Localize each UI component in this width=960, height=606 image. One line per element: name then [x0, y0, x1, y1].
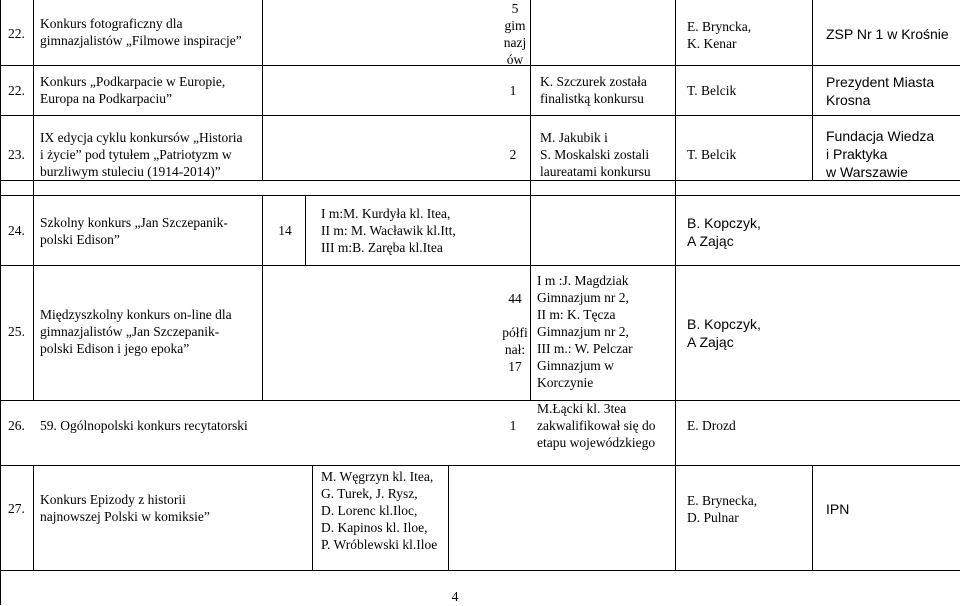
teacher: E. Bryncka, K. Kenar [687, 19, 752, 51]
participant-count: 1 [509, 418, 517, 433]
column-divider [262, 195, 263, 400]
result: I m :J. Magdziak Gimnazjum nr 2, II m: K. Tęcza Gimnazjum nr 2, III m.: W. Pelczar Gimnazjum w Korczynie [537, 273, 633, 390]
column-divider [262, 0, 263, 180]
column-divider [33, 0, 34, 400]
row-number: 22. [8, 83, 25, 98]
competition-name: Konkurs fotograficzny dla gimnazjalistów „Filmowe inspiracje” [40, 16, 242, 48]
row-number: 25. [8, 324, 25, 339]
result: M. Jakubik i S. Moskalski zostali laureatami konkursu [540, 130, 651, 179]
row-divider [0, 570, 960, 571]
page-number: 4 [451, 590, 459, 605]
teacher: B. Kopczyk, A Zając [687, 316, 761, 350]
teacher: T. Belcik [687, 147, 737, 162]
participant-count: 5 gim nazj ów [503, 1, 527, 67]
teacher: T. Belcik [687, 83, 737, 98]
result: K. Szczurek została finalistką konkursu [540, 74, 647, 106]
column-divider [305, 195, 306, 265]
row-divider [0, 265, 960, 266]
competition-name: Szkolny konkurs „Jan Szczepanik- polski Edison” [40, 215, 228, 247]
row-divider [0, 465, 960, 466]
teacher: B. Kopczyk, A Zając [687, 215, 761, 249]
column-divider [675, 0, 676, 570]
competition-name: Konkurs Epizody z historii najnowszej Polski w komiksie” [40, 492, 210, 524]
organizer: Fundacja Wiedza i Praktyka w Warszawie [826, 128, 935, 180]
row-number: 27. [8, 501, 25, 516]
row-number: 22. [8, 26, 25, 41]
organizer: Prezydent Miasta Krosna [826, 74, 935, 108]
table-border-left [0, 0, 1, 605]
row-number: 23. [8, 147, 25, 162]
teacher: E. Brynecka, D. Pulnar [687, 493, 758, 525]
competition-name: Międzyszkolny konkurs on-line dla gimnazjalistów „Jan Szczepanik- polski Edison i jego epoka” [40, 307, 232, 356]
column-divider [812, 0, 813, 180]
participant-count: 2 [509, 147, 517, 162]
result: I m:M. Kurdyła kl. Itea, II m: M. Wacławik kl.Itt, III m:B. Zaręba kl.Itea [321, 206, 456, 255]
organizer: IPN [826, 501, 850, 517]
result: M.Łącki kl. 3tea zakwalifikował się do etapu wojewódzkiego [537, 401, 656, 450]
participant-count: 44 półfi nał: 17 [502, 291, 528, 374]
column-divider [812, 465, 813, 570]
column-divider [33, 465, 34, 570]
teacher: E. Drozd [687, 418, 736, 433]
column-divider [448, 465, 449, 570]
row-divider [0, 195, 960, 196]
result: M. Węgrzyn kl. Itea, G. Turek, J. Rysz, D. Lorenc kl.Iloc, D. Kapinos kl. Iloe, P. Wróblewski kl.Iloe [321, 469, 438, 552]
row-divider [0, 115, 960, 116]
competition-name: 59. Ogólnopolski konkurs recytatorski [40, 418, 248, 433]
row-number: 26. [8, 418, 25, 433]
participant-count: 14 [278, 223, 292, 238]
column-divider [312, 465, 313, 570]
row-divider [0, 400, 960, 401]
competition-name: IX edycja cyklu konkursów „Historia i życie” pod tytułem „Patriotyzm w burzliwym stuleciu (1914-2014)” [40, 130, 243, 179]
row-number: 24. [8, 223, 25, 238]
competition-name: Konkurs „Podkarpacie w Europie, Europa na Podkarpaciu” [40, 74, 226, 106]
organizer: ZSP Nr 1 w Krośnie [826, 26, 949, 42]
participant-count: 1 [509, 83, 517, 98]
row-divider [0, 180, 960, 181]
